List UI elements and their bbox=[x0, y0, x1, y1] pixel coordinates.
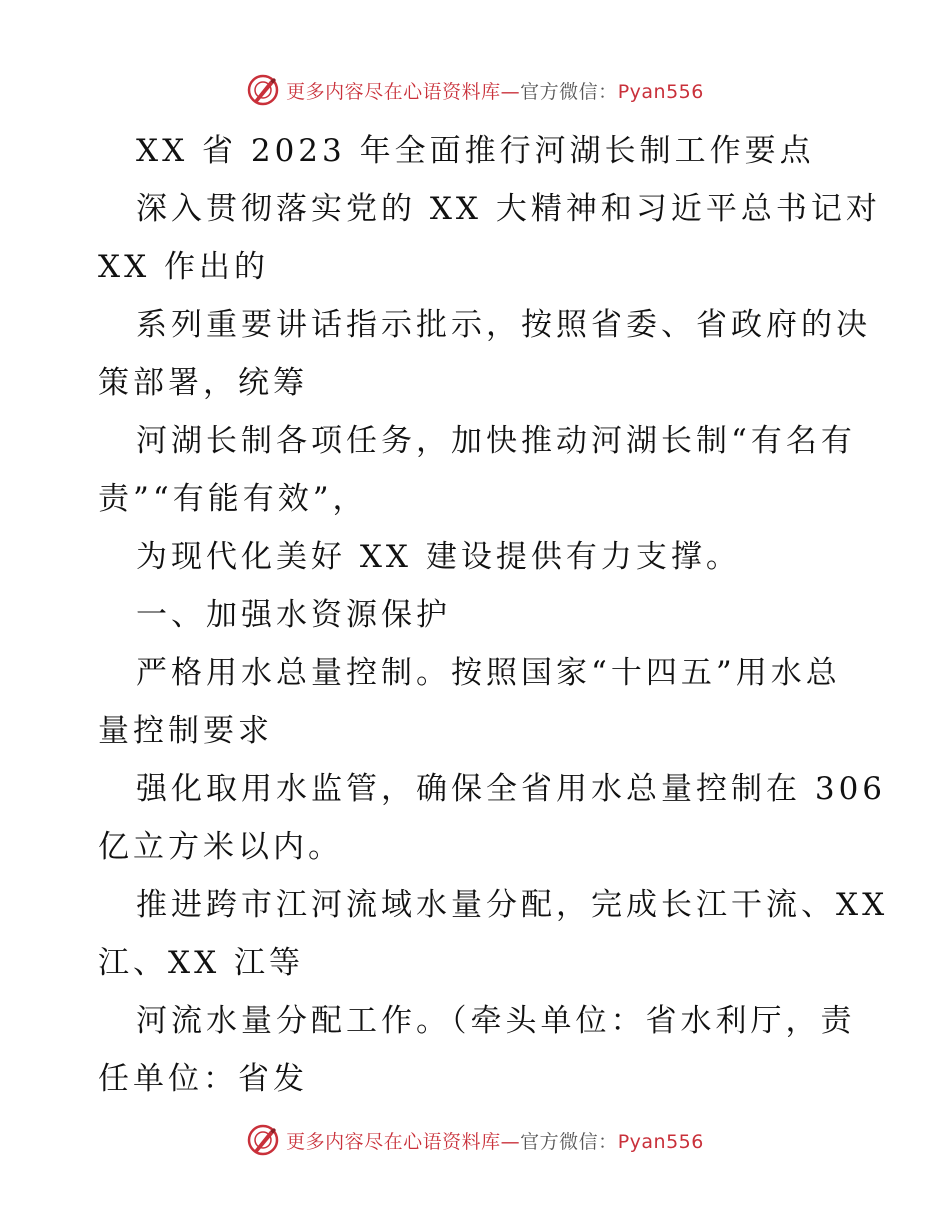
document-line: 一、加强水资源保护 bbox=[136, 597, 451, 633]
document-line: 量控制要求 bbox=[98, 713, 273, 749]
document-line: 严格用水总量控制。按照国家“十四五”用水总 bbox=[136, 655, 841, 691]
document-line: 强化取用水监管，确保全省用水总量控制在 306 bbox=[136, 771, 887, 807]
document-line: 为现代化美好 XX 建设提供有力支撑。 bbox=[136, 539, 741, 575]
document-line: 河湖长制各项任务，加快推动河湖长制“有名有 bbox=[136, 423, 856, 459]
document-line: 责”“有能有效”， bbox=[98, 481, 368, 517]
watermark-banner-top bbox=[0, 70, 950, 110]
document-line: 策部署，统筹 bbox=[98, 365, 308, 401]
pen-logo-icon bbox=[246, 73, 280, 107]
document-line: 深入贯彻落实党的 XX 大精神和习近平总书记对 bbox=[136, 191, 881, 227]
document-line: 任单位：省发 bbox=[98, 1061, 308, 1097]
document-line: 江、XX 江等 bbox=[98, 945, 304, 981]
watermark-banner-bottom bbox=[0, 1120, 950, 1160]
pen-logo-icon bbox=[246, 1123, 280, 1157]
document-line: XX 省 2023 年全面推行河湖长制工作要点 bbox=[136, 133, 815, 169]
document-line: XX 作出的 bbox=[98, 249, 269, 285]
document-line: 推进跨市江河流域水量分配，完成长江干流、XX bbox=[136, 887, 889, 923]
watermark-text: 更多内容尽在心语资料库—官方微信：Pyan556 bbox=[286, 80, 704, 103]
document-body bbox=[98, 122, 889, 1108]
document-line: 系列重要讲话指示批示，按照省委、省政府的决 bbox=[136, 307, 871, 343]
document-line: 亿立方米以内。 bbox=[98, 829, 343, 865]
watermark-text: 更多内容尽在心语资料库—官方微信：Pyan556 bbox=[286, 1130, 704, 1153]
document-line: 河流水量分配工作。（牵头单位：省水利厅，责 bbox=[136, 1003, 856, 1039]
